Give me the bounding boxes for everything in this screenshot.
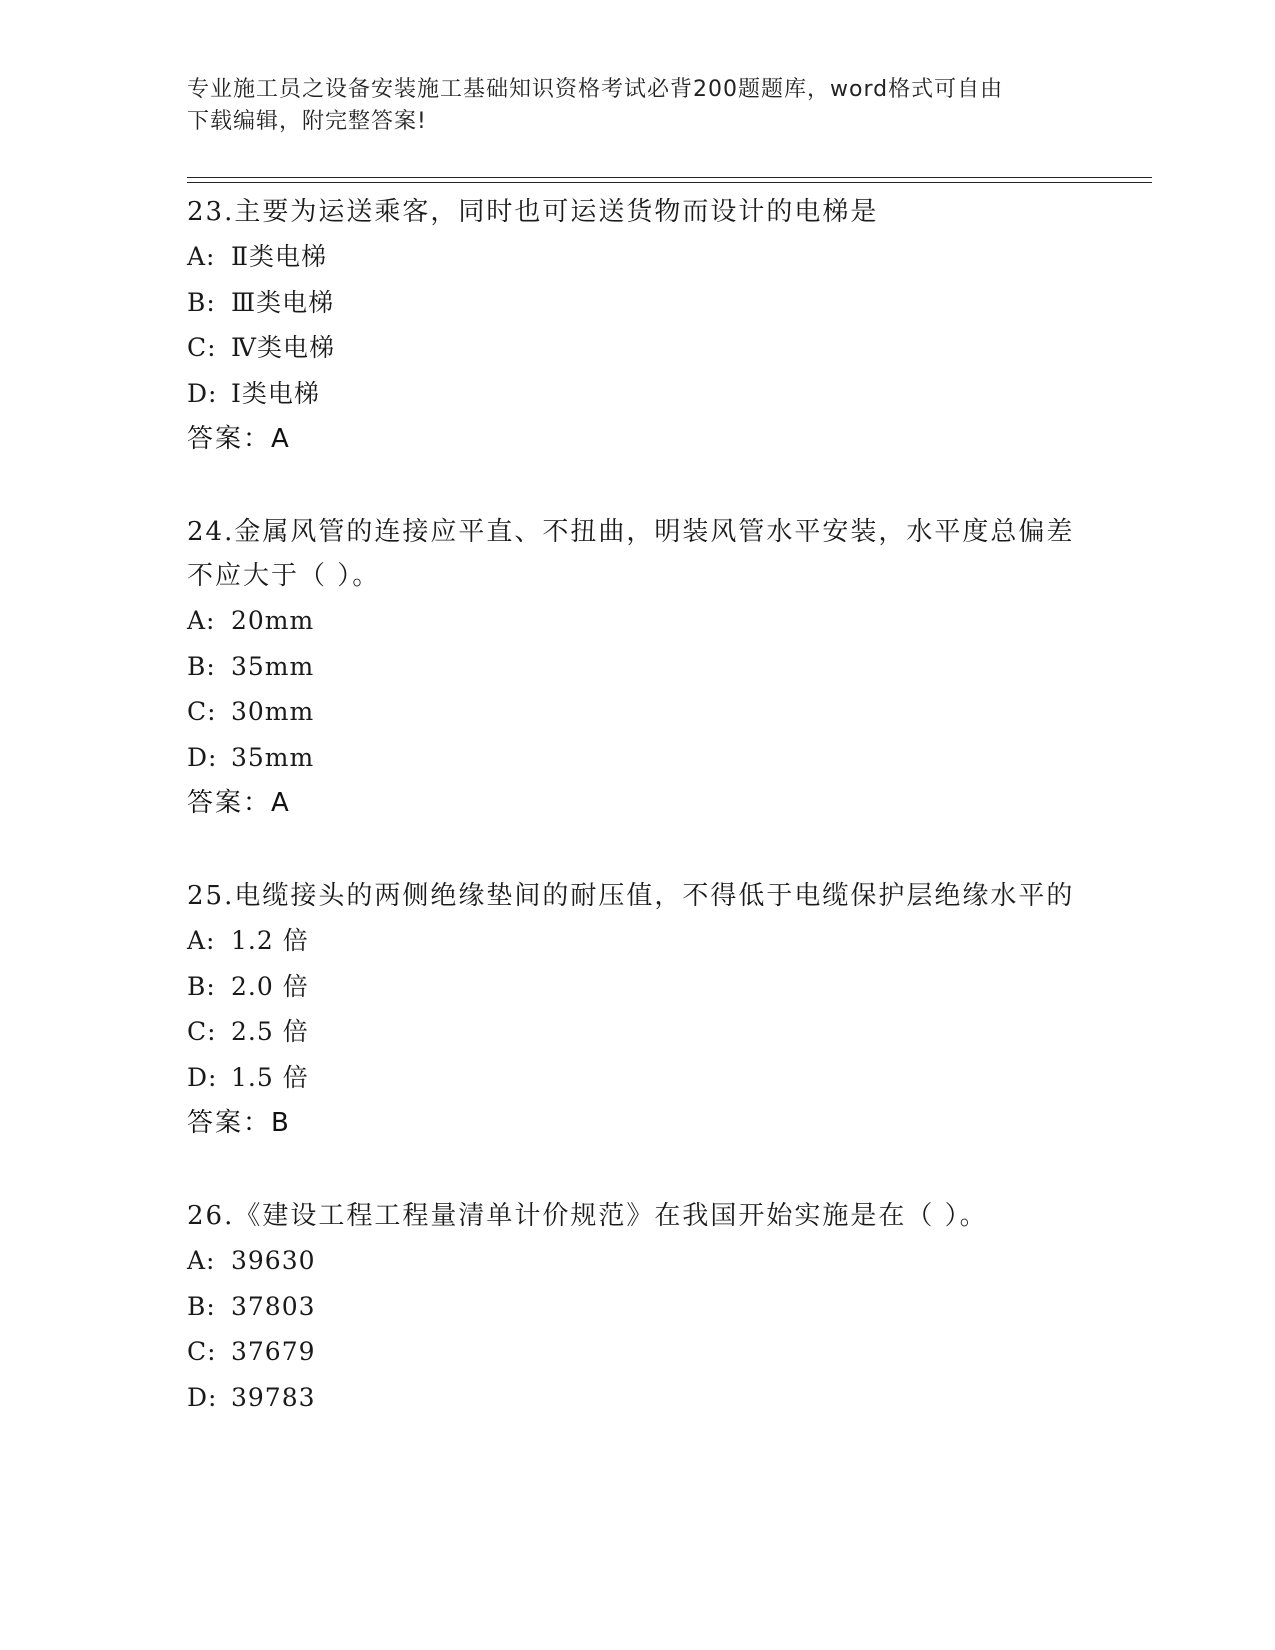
option-key: C:	[187, 1337, 217, 1366]
question-item	[187, 510, 1087, 826]
answer-line: 答案：A	[187, 424, 291, 454]
option-text: 2.5 倍	[231, 1017, 309, 1046]
question-list	[187, 190, 1087, 1468]
option-b	[187, 644, 1087, 690]
option-b	[187, 280, 1087, 326]
option-d	[187, 1055, 1087, 1101]
option-text: Ⅲ类电梯	[231, 287, 335, 317]
option-text: Ⅱ类电梯	[231, 242, 327, 271]
option-a	[187, 234, 1087, 280]
option-text: 2.0 倍	[231, 971, 309, 1001]
header-divider-top	[187, 177, 1152, 178]
question-item	[187, 190, 1087, 462]
header-line-2: 下载编辑，附完整答案!	[187, 109, 427, 134]
option-text: 1.5 倍	[231, 1062, 309, 1092]
option-key: C:	[187, 697, 217, 726]
question-stem: 25.电缆接头的两侧绝缘垫间的耐压值，不得低于电缆保护层绝缘水平的	[187, 881, 1075, 911]
option-text: 30mm	[231, 697, 315, 726]
answer-line: 答案：A	[187, 788, 291, 818]
option-c	[187, 325, 1087, 371]
option-text: 39783	[231, 1382, 316, 1412]
option-b	[187, 1284, 1087, 1330]
option-d	[187, 735, 1087, 781]
header-divider-bottom	[187, 182, 1152, 183]
option-key: C:	[187, 1017, 217, 1046]
option-a	[187, 1238, 1087, 1284]
answer-line: 答案：B	[187, 1108, 291, 1138]
option-c	[187, 1009, 1087, 1055]
option-b	[187, 964, 1087, 1010]
option-key: D:	[187, 378, 218, 408]
option-text: Ⅳ类电梯	[231, 333, 335, 362]
option-key: B:	[187, 1291, 216, 1321]
option-key: B:	[187, 651, 216, 681]
header-line-1: 专业施工员之设备安装施工基础知识资格考试必背200题题库，word格式可自由	[187, 77, 1004, 102]
option-key: A:	[187, 926, 216, 955]
option-d	[187, 371, 1087, 417]
option-text: Ⅰ类电梯	[231, 378, 320, 408]
option-text: 1.2 倍	[231, 926, 309, 955]
option-key: C:	[187, 333, 217, 362]
option-text: 39630	[231, 1246, 316, 1275]
option-key: A:	[187, 242, 216, 271]
option-key: B:	[187, 287, 216, 317]
option-c	[187, 1329, 1087, 1375]
option-key: D:	[187, 1062, 218, 1092]
option-c	[187, 689, 1087, 735]
option-a	[187, 598, 1087, 644]
option-text: 37803	[231, 1291, 316, 1321]
question-stem: 23.主要为运送乘客，同时也可运送货物而设计的电梯是	[187, 197, 879, 227]
option-text: 35mm	[231, 742, 315, 772]
document-header	[187, 74, 1077, 138]
question-item	[187, 874, 1087, 1146]
option-text: 20mm	[231, 606, 315, 635]
option-text: 37679	[231, 1337, 316, 1366]
option-key: D:	[187, 742, 218, 772]
option-a	[187, 918, 1087, 964]
question-item	[187, 1194, 1087, 1420]
option-text: 35mm	[231, 651, 315, 681]
question-stem: 24.金属风管的连接应平直、不扭曲，明装风管水平安装，水平度总偏差不应大于（ ）。	[187, 517, 1075, 591]
option-key: A:	[187, 1246, 216, 1275]
option-key: A:	[187, 606, 216, 635]
question-stem: 26.《建设工程工程量清单计价规范》在我国开始实施是在（ ）。	[187, 1201, 988, 1231]
option-key: D:	[187, 1382, 218, 1412]
option-d	[187, 1375, 1087, 1421]
option-key: B:	[187, 971, 216, 1001]
